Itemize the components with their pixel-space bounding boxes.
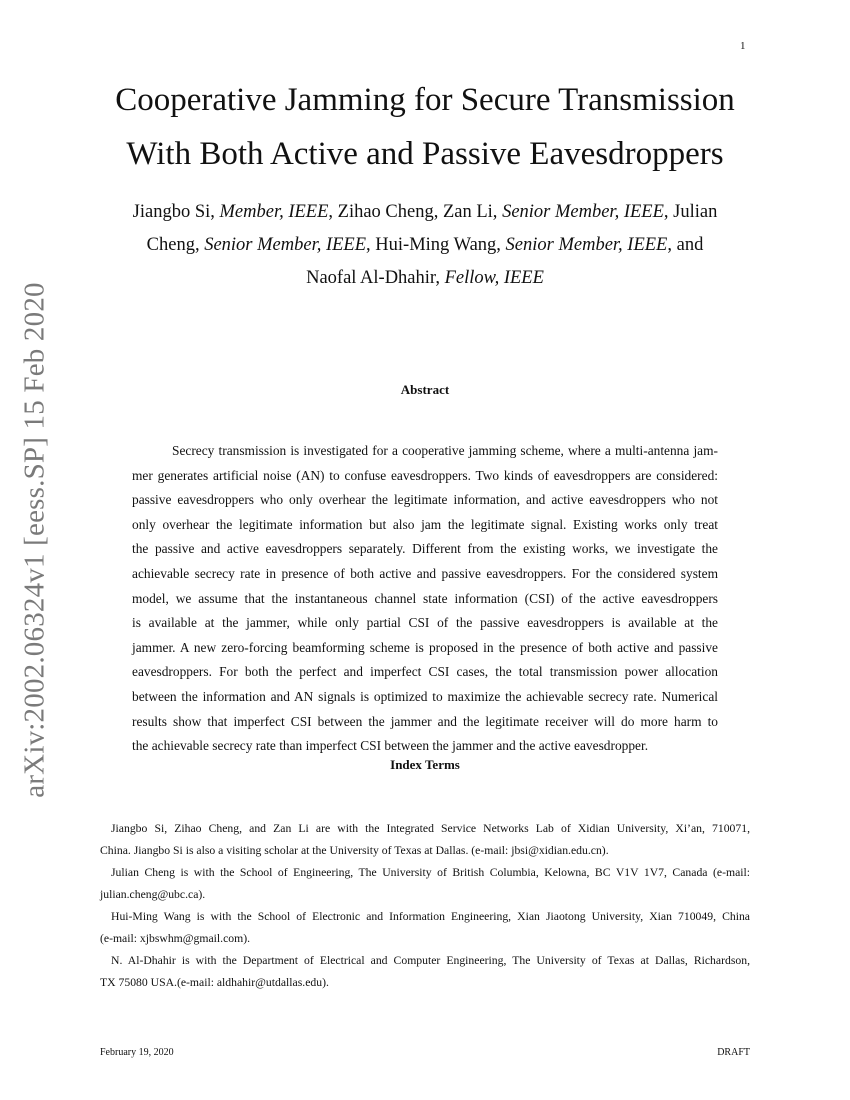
footer-date: February 19, 2020	[100, 1047, 174, 1058]
author-line-3	[0, 268, 850, 289]
abstract-line: model, we assume that the instantaneous channel state information (CSI) of the active eavesdroppers	[132, 590, 718, 606]
author-line-1	[0, 202, 850, 223]
footer-draft-label: DRAFT	[717, 1047, 750, 1058]
abstract-line: the achievable secrecy rate than imperfect CSI between the jammer and the active eavesdropper.	[132, 738, 649, 754]
author-text: Naofal Al-Dhahir,	[306, 268, 445, 288]
abstract-line: Secrecy transmission is investigated for a cooperative jamming scheme, where a multi-antenna jam-	[172, 443, 718, 458]
author-text: , Julian	[663, 202, 718, 222]
paper-title-line-2: With Both Active and Passive Eavesdroppers	[126, 136, 724, 172]
abstract-line: jammer. A new zero-forcing beamforming scheme is proposed in the presence of both active and passive	[132, 639, 718, 655]
author-membership: Senior Member, IEEE	[502, 202, 664, 222]
author-text: , Hui-Ming Wang,	[366, 235, 506, 255]
abstract-line: passive eavesdroppers who only overhear the legitimate information, and active eavesdroppers who not	[132, 492, 718, 508]
author-text: , and	[667, 235, 704, 255]
abstract-line: between the information and AN signals is optimized to maximize the achievable secrecy rate. Numerical	[132, 689, 718, 704]
abstract-line: only overhear the legitimate information but also jam the legitimate signal. Existing works only treat	[132, 516, 718, 532]
footnote-line: Hui-Ming Wang is with the School of Electronic and Information Engineering, Xian Jiaotong University, Xian 710049, China	[111, 910, 750, 923]
abstract-heading: Abstract	[400, 382, 450, 397]
author-line-2	[0, 235, 850, 256]
author-membership: Senior Member, IEEE	[204, 235, 367, 255]
abstract-line: eavesdroppers. For both the perfect and imperfect CSI cases, the total transmission power allocation	[132, 664, 718, 680]
author-membership: Senior Member, IEEE	[505, 235, 668, 255]
page-number: 1	[740, 40, 746, 52]
author-text: Jiangbo Si,	[132, 202, 220, 222]
abstract-line: the passive and active eavesdroppers separately. Different from the existing works, we investigate the	[132, 541, 718, 557]
footnote-line: N. Al-Dhahir is with the Department of Electrical and Computer Engineering, The University of Texas at Dallas, Richardson,	[111, 954, 750, 967]
footnote-line: China. Jiangbo Si is also a visiting scholar at the University of Texas at Dallas. (e-mail: jbsi@xidian.edu.cn).	[100, 844, 609, 857]
abstract-line: mer generates artificial noise (AN) to confuse eavesdroppers. Two kinds of eavesdroppers are considered:	[132, 467, 718, 483]
author-text: Cheng,	[146, 235, 205, 255]
footnote-line: Julian Cheng is with the School of Engineering, The University of British Columbia, Kelowna, BC V1V 1V7, Canada (e-mail:	[111, 866, 750, 879]
footnote-line: (e-mail: xjbswhm@gmail.com).	[100, 932, 251, 945]
abstract-line: results show that imperfect CSI between the jammer and the legitimate receiver will do more harm to	[132, 713, 718, 729]
author-membership: Fellow, IEEE	[444, 268, 544, 288]
index-terms-heading: Index Terms	[390, 757, 460, 772]
abstract-line: is available at the jammer, while only partial CSI of the passive eavesdroppers is available at the	[132, 615, 718, 631]
footnote-line: TX 75080 USA.(e-mail: aldhahir@utdallas.edu).	[100, 976, 329, 989]
paper-title-line-1: Cooperative Jamming for Secure Transmission	[115, 82, 735, 118]
footnote-line: julian.cheng@ubc.ca).	[100, 888, 206, 901]
footnote-line: Jiangbo Si, Zihao Cheng, and Zan Li are with the Integrated Service Networks Lab of Xidian University, Xi’an, 710071,	[111, 822, 750, 835]
abstract-line: achievable secrecy rate in presence of both active and passive eavesdroppers. For the considered system	[132, 566, 718, 581]
arxiv-identifier-stamp: arXiv:2002.06324v1 [eess.SP] 15 Feb 2020	[18, 282, 51, 798]
author-membership: Member, IEEE	[219, 202, 329, 222]
author-text: , Zihao Cheng, Zan Li,	[328, 202, 503, 222]
